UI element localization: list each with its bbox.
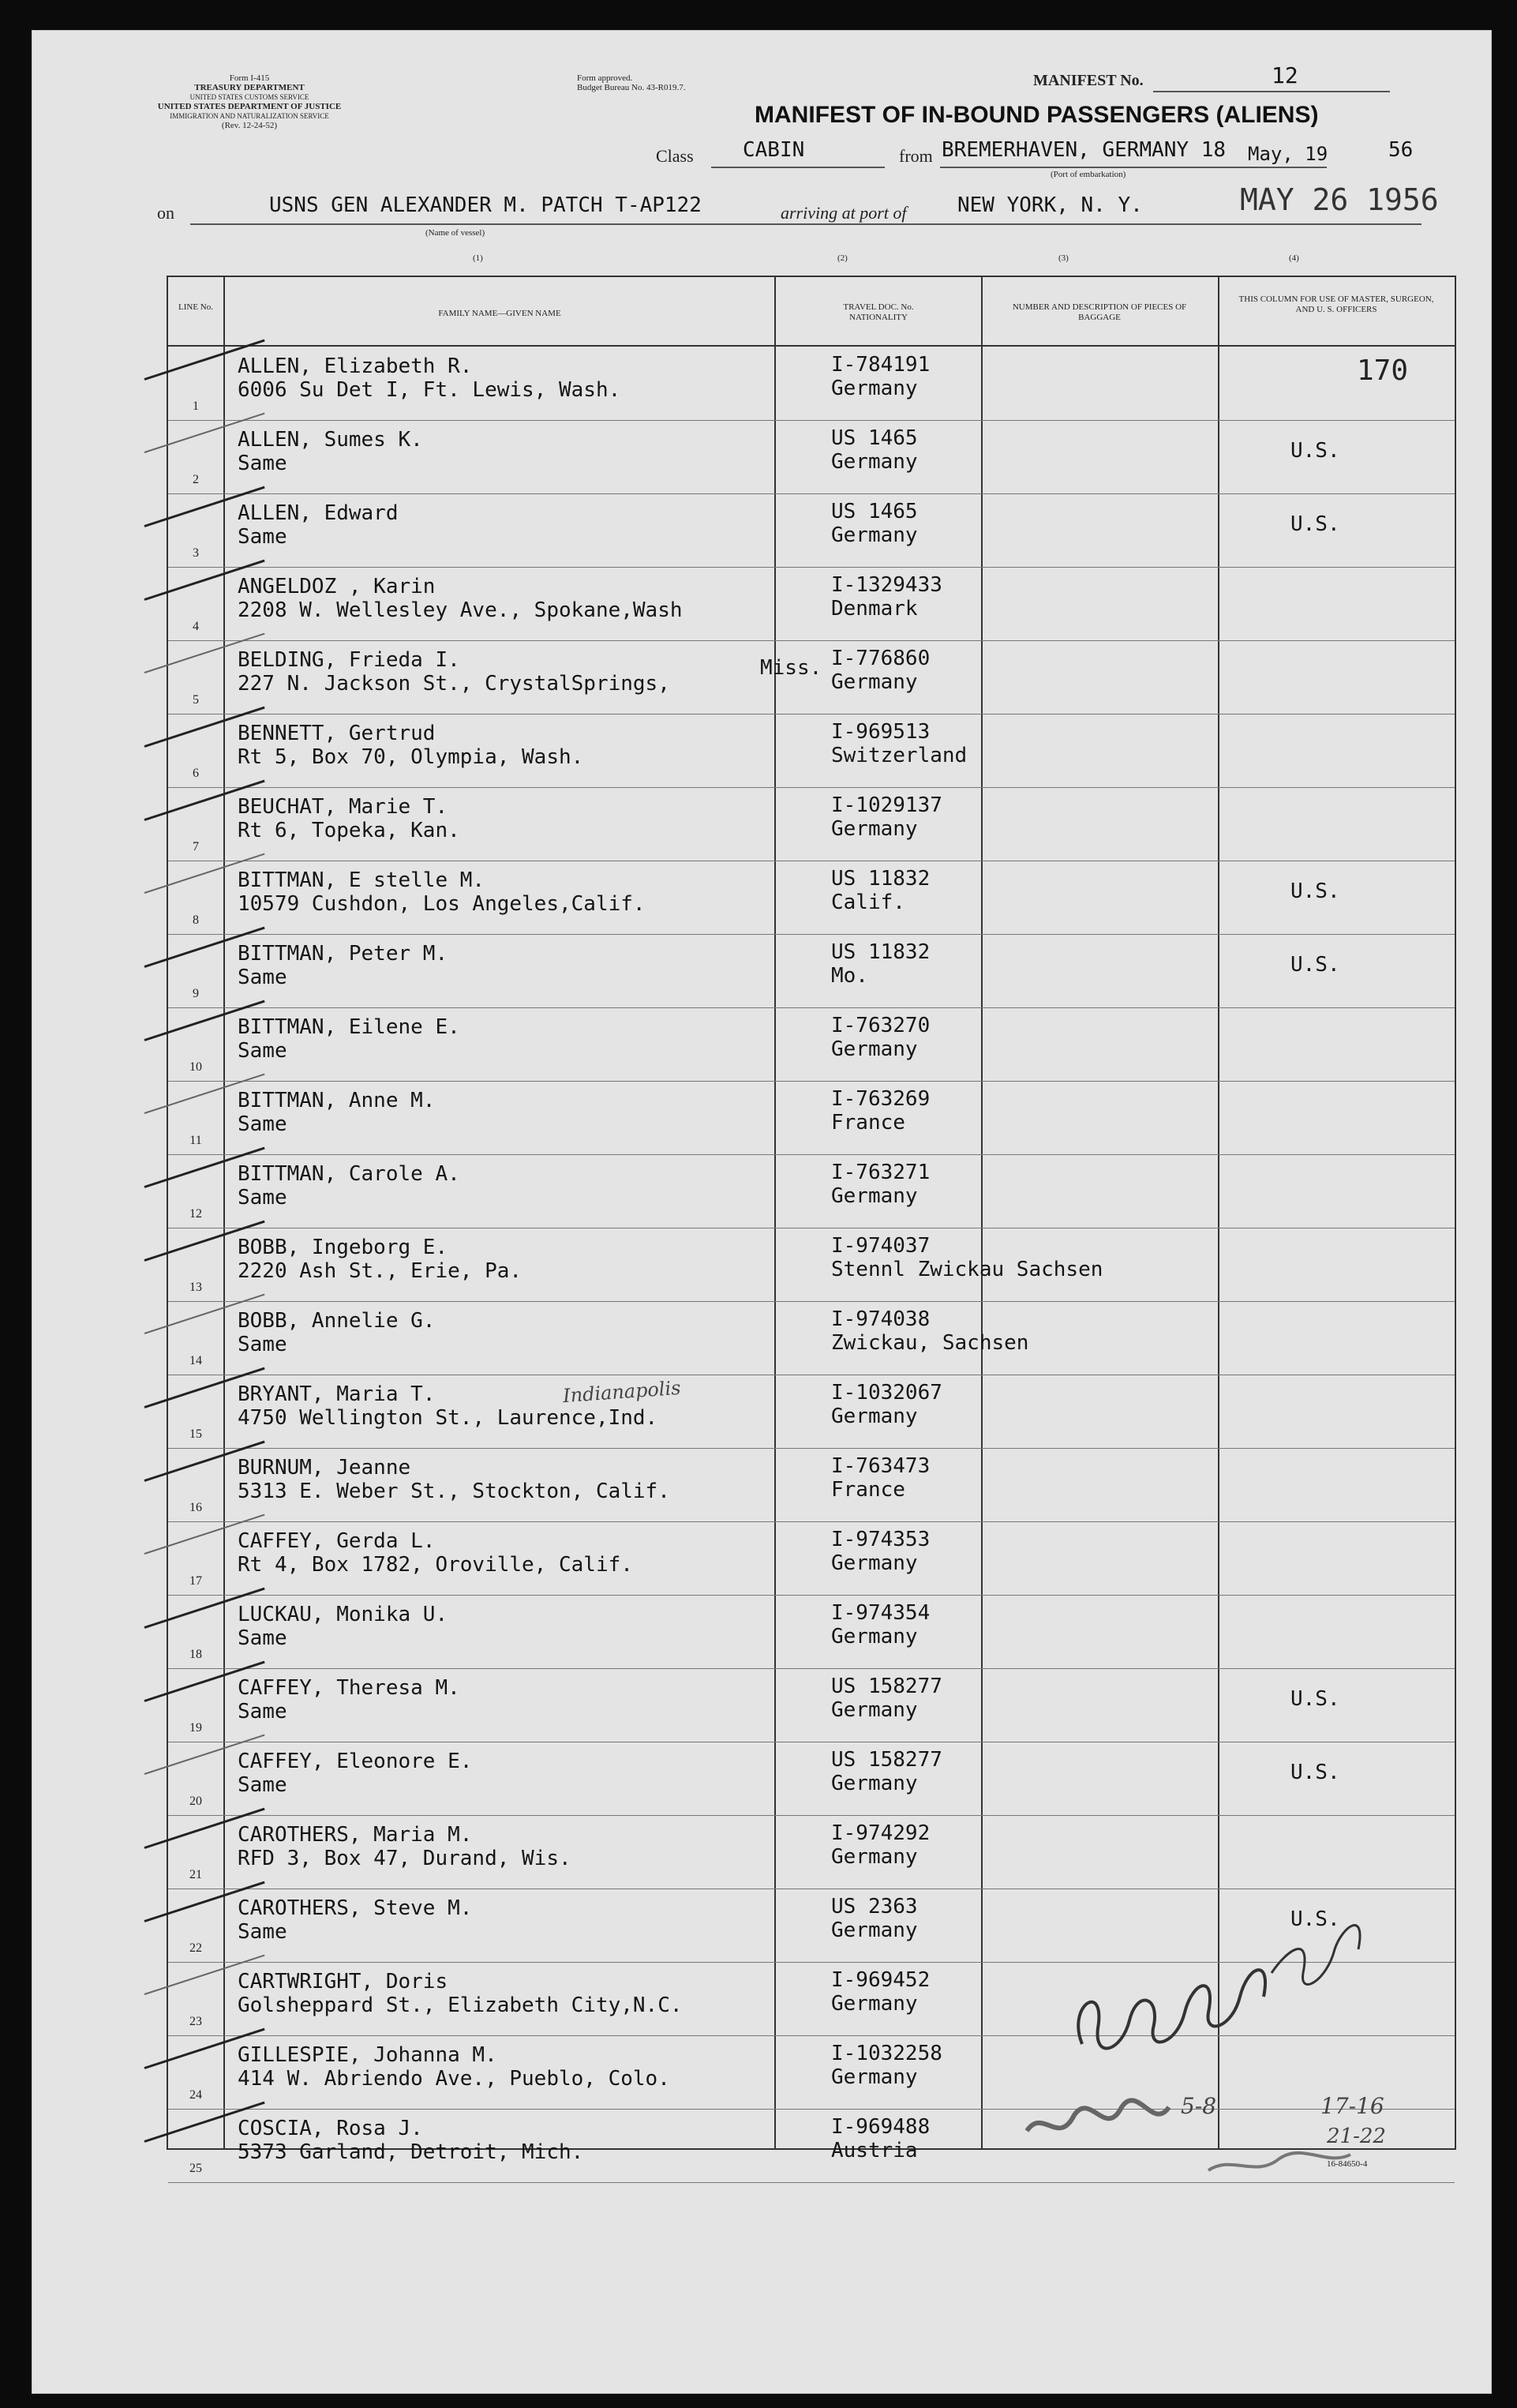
nationality: Zwickau, Sachsen: [831, 1331, 1029, 1355]
passenger-address: 5373 Garland, Detroit, Mich.: [238, 2140, 584, 2164]
ins-service: IMMIGRATION AND NATURALIZATION SERVICE: [170, 112, 329, 120]
table-row: [168, 493, 1455, 568]
travel-doc-number: I-974038: [831, 1307, 931, 1331]
margin-note-range2: 21-22: [1327, 2125, 1386, 2148]
nationality: Germany: [831, 1845, 918, 1869]
table-row: [168, 1595, 1455, 1669]
line-number: 20: [189, 1795, 202, 1808]
travel-doc-number: US 11832: [831, 940, 931, 964]
passenger-address: Same: [238, 966, 287, 989]
passenger-address: Same: [238, 1626, 287, 1650]
margin-note-dates: 5-8: [1181, 2093, 1217, 2119]
nationality: Stennl Zwickau Sachsen: [831, 1258, 1103, 1281]
passenger-name: CAFFEY, Theresa M.: [238, 1676, 460, 1700]
passenger-address: 5313 E. Weber St., Stockton, Calif.: [238, 1480, 670, 1503]
table-row: [168, 1742, 1455, 1816]
line-number: 13: [189, 1281, 202, 1294]
nationality: Germany: [831, 1037, 918, 1061]
colnum-3: (3): [1058, 253, 1069, 263]
initials-stamp: [1011, 2076, 1358, 2194]
row5-overflow: Miss.: [760, 656, 822, 680]
line-number: 22: [189, 1941, 202, 1955]
class-label: Class: [656, 146, 694, 166]
passenger-name: COSCIA, Rosa J.: [238, 2117, 423, 2140]
table-row: [168, 347, 1455, 421]
embarkation-date: May, 19: [1248, 143, 1328, 165]
travel-doc-number: I-1329433: [831, 573, 942, 597]
travel-doc-number: I-974292: [831, 1821, 931, 1845]
revision: (Rev. 12-24-52): [221, 121, 278, 130]
arrival-date-stamp: MAY 26 1956: [1240, 182, 1439, 217]
arrival-port: NEW YORK, N. Y.: [957, 193, 1143, 217]
header-officers: THIS COLUMN FOR USE OF MASTER, SURGEON, AND U. S. OFFICERS: [1238, 294, 1434, 314]
nationality: Denmark: [831, 597, 918, 621]
margin-note-range1: 17-16: [1320, 2093, 1384, 2119]
travel-doc-number: US 158277: [831, 1675, 942, 1698]
passenger-name: CAROTHERS, Maria M.: [238, 1823, 473, 1847]
table-row: [168, 420, 1455, 494]
arriving-label: arriving at port of: [781, 203, 907, 223]
table-row: [168, 1081, 1455, 1155]
table-row: [168, 787, 1455, 861]
travel-doc-number: US 2363: [831, 1895, 918, 1919]
passenger-address: Same: [238, 1700, 287, 1723]
table-row: [168, 1375, 1455, 1449]
passenger-address: 414 W. Abriendo Ave., Pueblo, Colo.: [238, 2067, 670, 2091]
header-baggage: NUMBER AND DESCRIPTION OF PIECES OF BAGGAGE: [1012, 302, 1187, 322]
passenger-name: LUCKAU, Monika U.: [238, 1603, 448, 1626]
line-number: 17: [189, 1574, 202, 1588]
travel-doc-number: I-763473: [831, 1454, 931, 1478]
line-number: 10: [189, 1060, 202, 1074]
colnum-1: (1): [473, 253, 483, 263]
vessel-name: USNS GEN ALEXANDER M. PATCH T-AP122: [269, 193, 702, 217]
handwritten-signature: [1051, 1862, 1414, 2099]
line-number: 21: [189, 1868, 202, 1881]
nationality: Germany: [831, 1698, 918, 1722]
line-number: 3: [193, 546, 199, 560]
passenger-name: BITTMAN, Eilene E.: [238, 1015, 460, 1039]
passenger-name: BOBB, Ingeborg E.: [238, 1236, 448, 1259]
nationality: Germany: [831, 377, 918, 400]
customs-service: UNITED STATES CUSTOMS SERVICE: [189, 93, 309, 101]
budget-bureau: Budget Bureau No. 43-R019.7.: [577, 83, 686, 92]
nationality: Austria: [831, 2139, 918, 2162]
passenger-address: Golsheppard St., Elizabeth City,N.C.: [238, 1994, 683, 2017]
treasury-dept: TREASURY DEPARTMENT: [194, 83, 305, 92]
footer-code: 16-84650-4: [1327, 2159, 1368, 2169]
travel-doc-number: I-1032067: [831, 1381, 942, 1405]
passenger-address: 2208 W. Wellesley Ave., Spokane,Wash: [238, 598, 683, 622]
passenger-name: CAFFEY, Gerda L.: [238, 1529, 436, 1553]
nationality: Germany: [831, 1184, 918, 1208]
travel-doc-number: I-969452: [831, 1968, 931, 1992]
line-number: 2: [193, 473, 199, 486]
table-row: [168, 1521, 1455, 1596]
travel-doc-number: I-974037: [831, 1234, 931, 1258]
passenger-name: BENNETT, Gertrud: [238, 722, 436, 745]
nationality: Germany: [831, 523, 918, 547]
passenger-name: BOBB, Annelie G.: [238, 1309, 436, 1333]
officer-note: U.S.: [1290, 880, 1340, 903]
travel-doc-number: US 1465: [831, 426, 918, 450]
travel-doc-number: US 1465: [831, 500, 918, 523]
line-number: 25: [189, 2162, 202, 2175]
passenger-name: BEUCHAT, Marie T.: [238, 795, 448, 819]
passenger-address: 6006 Su Det I, Ft. Lewis, Wash.: [238, 378, 621, 402]
passenger-address: 4750 Wellington St., Laurence,Ind.: [238, 1406, 658, 1430]
passenger-name: BITTMAN, Carole A.: [238, 1162, 460, 1186]
table-row: [168, 1301, 1455, 1375]
officer-note: U.S.: [1290, 953, 1340, 977]
passenger-name: ANGELDOZ , Karin: [238, 575, 436, 598]
passenger-address: Same: [238, 1039, 287, 1063]
colnum-4: (4): [1289, 253, 1299, 263]
officer-note: U.S.: [1290, 512, 1340, 536]
approval-block: [577, 73, 685, 92]
passenger-name: BRYANT, Maria T.: [238, 1382, 436, 1406]
passenger-address: 10579 Cushdon, Los Angeles,Calif.: [238, 892, 646, 916]
line-number: 14: [189, 1354, 202, 1367]
header-name: FAMILY NAME—GIVEN NAME: [438, 309, 561, 318]
line-number: 5: [193, 693, 199, 707]
table-row: [168, 1007, 1455, 1082]
line-number: 8: [193, 913, 199, 927]
nationality: Germany: [831, 1625, 918, 1648]
embarkation-port: BREMERHAVEN, GERMANY 18: [942, 138, 1227, 162]
passenger-name: BURNUM, Jeanne: [238, 1456, 411, 1480]
nationality: Calif.: [831, 891, 905, 914]
passenger-address: Rt 5, Box 70, Olympia, Wash.: [238, 745, 584, 769]
passenger-count: 170: [1357, 354, 1409, 387]
nationality: Switzerland: [831, 744, 968, 767]
passenger-name: ALLEN, Elizabeth R.: [238, 354, 473, 378]
passenger-address: Same: [238, 1112, 287, 1136]
line-number: 4: [193, 620, 199, 633]
officer-note: U.S.: [1290, 1687, 1340, 1711]
nationality: Germany: [831, 670, 918, 694]
travel-doc-number: US 158277: [831, 1748, 942, 1772]
passenger-address: Same: [238, 525, 287, 549]
handwritten-city: Indianapolis: [562, 1376, 682, 1408]
travel-doc-number: I-1032258: [831, 2042, 942, 2065]
nationality: Germany: [831, 1551, 918, 1575]
officer-note: U.S.: [1290, 1761, 1340, 1784]
travel-doc-number: I-969513: [831, 720, 931, 744]
passenger-name: ALLEN, Edward: [238, 501, 399, 525]
nationality: Germany: [831, 1919, 918, 1942]
line-number: 24: [189, 2088, 202, 2102]
nationality: Mo.: [831, 964, 868, 988]
passenger-address: 227 N. Jackson St., CrystalSprings,: [238, 672, 670, 696]
table-row: [168, 861, 1455, 935]
passenger-name: BITTMAN, E stelle M.: [238, 868, 485, 892]
nationality: Germany: [831, 817, 918, 841]
passenger-address: Rt 6, Topeka, Kan.: [238, 819, 460, 842]
passenger-name: CARTWRIGHT, Doris: [238, 1970, 448, 1994]
manifest-title: MANIFEST OF IN-BOUND PASSENGERS (ALIENS): [755, 102, 1319, 128]
justice-dept: UNITED STATES DEPARTMENT OF JUSTICE: [157, 102, 342, 111]
nationality: France: [831, 1478, 905, 1502]
line-number: 19: [189, 1721, 202, 1735]
travel-doc-number: I-763271: [831, 1161, 931, 1184]
table-row: [168, 567, 1455, 641]
manifest-number: 12: [1272, 62, 1298, 88]
table-row: [168, 714, 1455, 788]
line-number: 18: [189, 1648, 202, 1661]
line-number: 16: [189, 1501, 202, 1514]
passenger-address: Same: [238, 1773, 287, 1797]
passenger-address: Same: [238, 1920, 287, 1944]
form-number: Form I-415: [229, 73, 270, 83]
vessel-caption: (Name of vessel): [425, 228, 485, 238]
line-number: 6: [193, 767, 199, 780]
table-row: [168, 1448, 1455, 1522]
travel-doc-number: I-763269: [831, 1087, 931, 1111]
travel-doc-number: US 11832: [831, 867, 931, 891]
manifest-label: MANIFEST No.: [1033, 72, 1144, 89]
line-number: 23: [189, 2015, 202, 2028]
travel-doc-number: I-969488: [831, 2115, 931, 2139]
table-row: [168, 1668, 1455, 1742]
passenger-address: 2220 Ash St., Erie, Pa.: [238, 1259, 523, 1283]
manifest-sheet: [32, 30, 1492, 2394]
on-label: on: [157, 203, 174, 223]
port-caption: (Port of embarkation): [1051, 170, 1126, 179]
travel-doc-number: I-763270: [831, 1014, 931, 1037]
passenger-address: RFD 3, Box 47, Durand, Wis.: [238, 1847, 571, 1870]
officer-note: U.S.: [1290, 1907, 1340, 1931]
class-value: CABIN: [743, 138, 805, 162]
nationality: France: [831, 1111, 905, 1135]
line-number: 9: [193, 987, 199, 1000]
form-approved: Form approved.: [577, 73, 633, 83]
travel-doc-number: I-776860: [831, 647, 931, 670]
travel-doc-number: I-974354: [831, 1601, 931, 1625]
travel-doc-number: I-974353: [831, 1528, 931, 1551]
nationality: Germany: [831, 1992, 918, 2016]
line-number: 1: [193, 399, 199, 413]
passenger-address: Same: [238, 452, 287, 475]
passenger-name: ALLEN, Sumes K.: [238, 428, 423, 452]
passenger-name: CAROTHERS, Steve M.: [238, 1896, 473, 1920]
passenger-address: Rt 4, Box 1782, Oroville, Calif.: [238, 1553, 633, 1577]
form-agency-block: [147, 73, 352, 130]
nationality: Germany: [831, 1405, 918, 1428]
embarkation-year: 56: [1388, 138, 1414, 162]
from-label: from: [899, 146, 933, 166]
nationality: Germany: [831, 1772, 918, 1795]
table-row: [168, 934, 1455, 1008]
header-travel-doc: TRAVEL DOC. No. NATIONALITY: [843, 302, 914, 322]
travel-doc-number: I-1029137: [831, 793, 942, 817]
line-number: 12: [189, 1207, 202, 1221]
table-row: [168, 1154, 1455, 1228]
passenger-name: CAFFEY, Eleonore E.: [238, 1750, 473, 1773]
passenger-address: Same: [238, 1333, 287, 1356]
line-number: 7: [193, 840, 199, 853]
passenger-name: GILLESPIE, Johanna M.: [238, 2043, 497, 2067]
passenger-address: Same: [238, 1186, 287, 1210]
passenger-name: BELDING, Frieda I.: [238, 648, 460, 672]
nationality: Germany: [831, 450, 918, 474]
line-number: 11: [189, 1134, 202, 1147]
table-header: [168, 277, 1455, 347]
header-line-no: LINE No.: [178, 302, 213, 312]
officer-note: U.S.: [1290, 439, 1340, 463]
passenger-name: BITTMAN, Anne M.: [238, 1089, 436, 1112]
nationality: Germany: [831, 2065, 918, 2089]
table-row: [168, 1228, 1455, 1302]
passenger-name: BITTMAN, Peter M.: [238, 942, 448, 966]
line-number: 15: [189, 1427, 202, 1441]
travel-doc-number: I-784191: [831, 353, 931, 377]
colnum-2: (2): [837, 253, 848, 263]
